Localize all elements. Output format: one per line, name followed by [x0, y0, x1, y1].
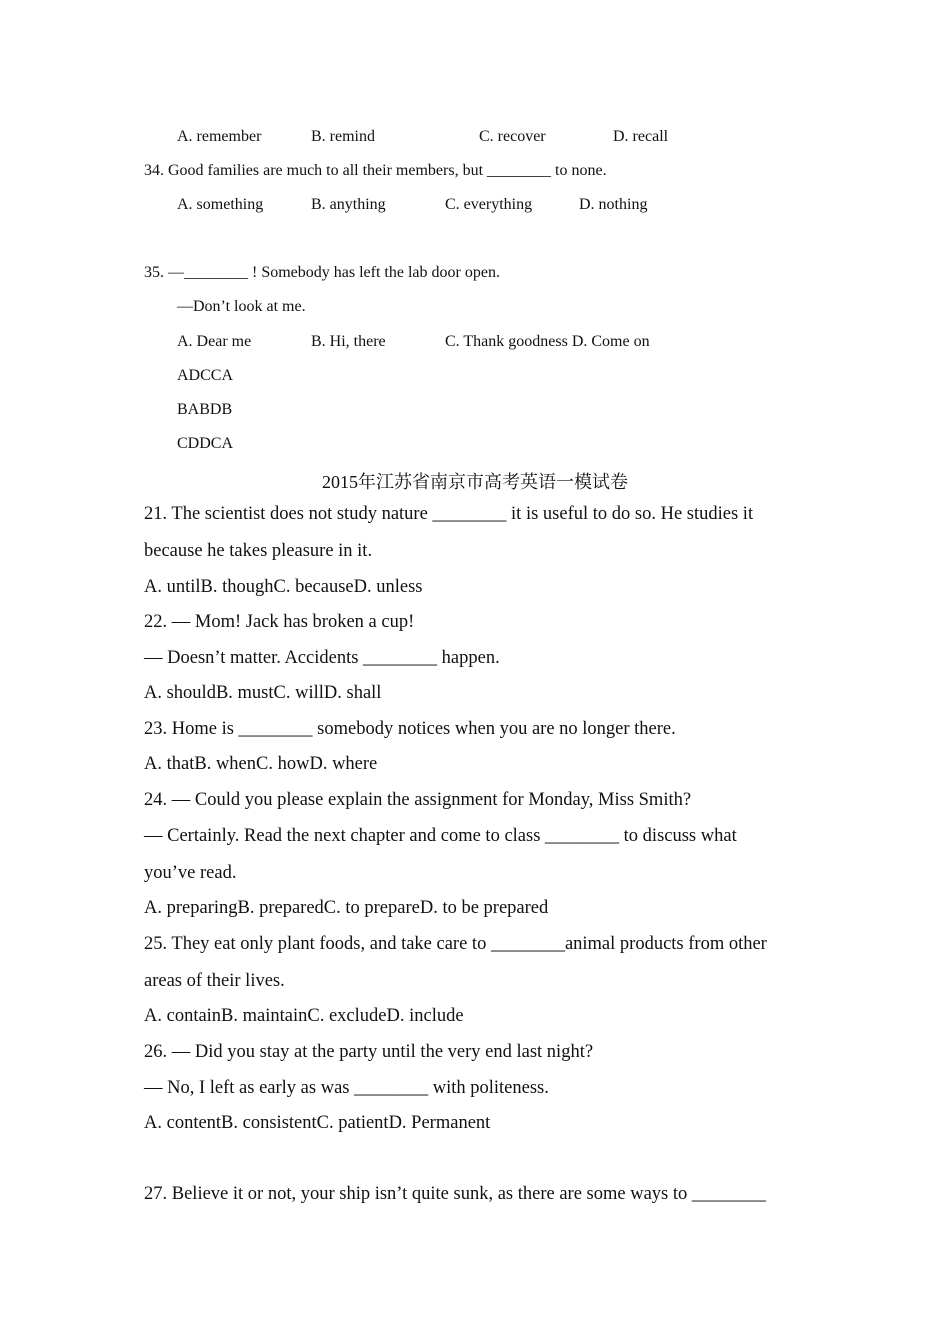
- q35-reply: —Don’t look at me.: [177, 298, 306, 315]
- q24-line: you’ve read.: [144, 863, 237, 883]
- q34-option-c: C. everything: [445, 196, 533, 213]
- q25-line: areas of their lives.: [144, 971, 285, 991]
- q33-option-a: A. remember: [177, 128, 262, 145]
- q26-line: — No, I left as early as was ________ with politeness.: [144, 1078, 549, 1098]
- q34-option-d: D. nothing: [579, 196, 648, 213]
- q25-line: 25. They eat only plant foods, and take care to ________animal products from other: [144, 934, 767, 954]
- q35-option-cd: C. Thank goodness D. Come on: [445, 333, 650, 350]
- q24-options: A. preparingB. preparedC. to prepareD. to be prepared: [144, 898, 549, 918]
- q22-line: — Doesn’t matter. Accidents ________ happen.: [144, 648, 500, 668]
- q27-line: 27. Believe it or not, your ship isn’t quite sunk, as there are some ways to ________: [144, 1184, 766, 1204]
- q25-options: A. containB. maintainC. excludeD. include: [144, 1006, 464, 1026]
- exam-title: 2015年江苏省南京市高考英语一模试卷: [322, 472, 628, 492]
- q33-option-c: C. recover: [479, 128, 546, 145]
- answer-key-line: CDDCA: [177, 435, 234, 452]
- q33-option-d: D. recall: [613, 128, 669, 145]
- q23-line: 23. Home is ________ somebody notices when you are no longer there.: [144, 719, 676, 739]
- q35-option-a: A. Dear me: [177, 333, 252, 350]
- q33-option-b: B. remind: [311, 128, 375, 145]
- q35-question: 35. —________ ! Somebody has left the lab door open.: [144, 264, 500, 281]
- q34-option-b: B. anything: [311, 196, 386, 213]
- q24-line: — Certainly. Read the next chapter and come to class ________ to discuss what: [144, 826, 737, 846]
- q26-options: A. contentB. consistentC. patientD. Permanent: [144, 1113, 491, 1133]
- answer-key-line: BABDB: [177, 401, 233, 418]
- q21-options: A. untilB. thoughC. becauseD. unless: [144, 577, 423, 597]
- q24-line: 24. — Could you please explain the assignment for Monday, Miss Smith?: [144, 790, 692, 810]
- q21-line: 21. The scientist does not study nature ________ it is useful to do so. He studies it: [144, 504, 754, 524]
- q34-question: 34. Good families are much to all their members, but ________ to none.: [144, 162, 607, 179]
- q34-option-a: A. something: [177, 196, 264, 213]
- q23-options: A. thatB. whenC. howD. where: [144, 754, 378, 774]
- q22-options: A. shouldB. mustC. willD. shall: [144, 683, 382, 703]
- q26-line: 26. — Did you stay at the party until the very end last night?: [144, 1042, 594, 1062]
- q22-line: 22. — Mom! Jack has broken a cup!: [144, 612, 415, 632]
- q21-line: because he takes pleasure in it.: [144, 541, 373, 561]
- answer-key-line: ADCCA: [177, 367, 234, 384]
- q35-option-b: B. Hi, there: [311, 333, 386, 350]
